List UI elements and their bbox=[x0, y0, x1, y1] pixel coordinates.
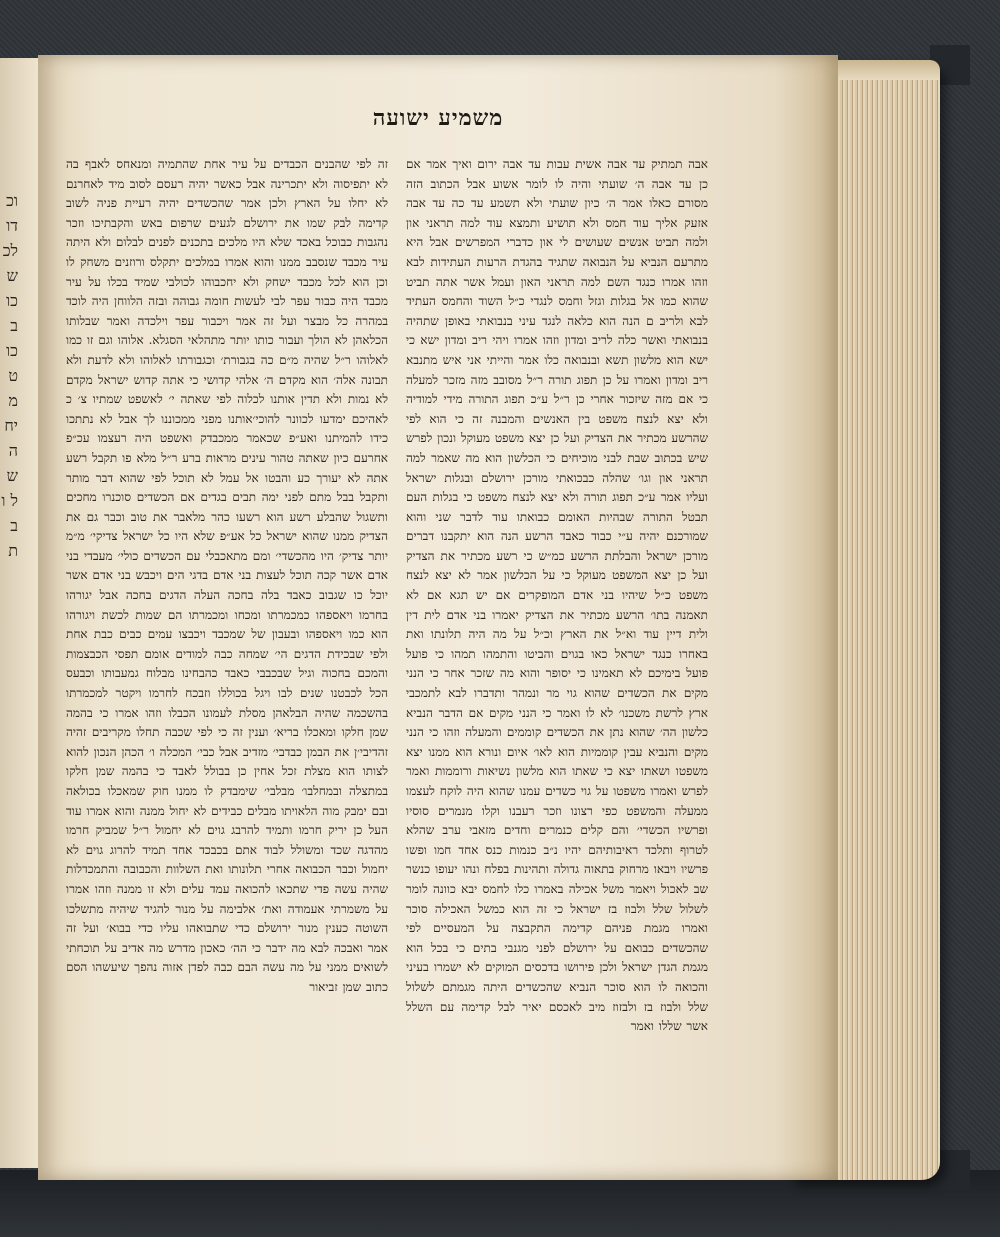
previous-page-text: וכ דו לכ ש כו ב כו ט מ יח ה ש ל ו ב ת bbox=[1, 191, 18, 560]
running-header: משמיע ישועה bbox=[372, 105, 504, 131]
text-column-right bbox=[406, 155, 708, 1037]
column-text: אבה תמתיק עד אבה אשית עבות עד אבה ירום ואיך אמר אם כן עד אבה ה׳ שועתי והיה לו לומר אשוע אבל הכתוב הזה מסורם כאלו אמר ה׳ כיון שועתי ולא תשמע עד כה עד אבה אזעק אליך עוד חמס ולא תושיע ותמצא עוד למה תראני און ולמה תביט אנשים שעושים לי און כדברי המפרשים אבל היא מתרעם הנביא על הנבואה שתגיד בהגדת הרעות העתידות לבא וזהו אמרו כנגד השם למה תראני האון ועמל אשר אתה תביט שהוא כמו אל בגלות וגזל וחמס לנגדי כ״ל השוד והחמס העתיד לבא ולריב ם הנה הוא כלאה לנגד עיני בנבואתי באופן שתהיה בנבואתי ואשר כלה לריב ומדון וזהו אמרו ויהי ריב ומדון ישא כי ישא הוא מלשון תשא ובנבואה כלו אמר והייתי אני איש מתנבא ריב ומדון ואמרו על כן תפוג תורה ר״ל מסובב מזה מזכר למעלה כי אם מזה שיזכור אחרי כן ר״ל ע״כ תפוג התורה מידי למודיה ולא יצא לנצח משפט בין האנשים והמבנה זה כי הוא לפי שהרשע מכתיר את הצדיק ועל כן יצא משפט מעוקל ונכון לפרש שיש בכתוב שבת לבני מוכיחים כי הכלשון הוא מה שאמר למה תראני און וגו׳ שהלה כבכואתי מורכן ירושלם ובגלות ישראל ועליו אמר ע״כ תפוג תורה ולא יצא לנצח משפט כי בגלות העם תבטל התורה שבהיות האומם כבואתו עוד לדבר שני והוא שמורכנם יהיה ע״י כבוד כאבד הרשע הנה הוא יתקבנו דברים מורכן ישראל והבלתת הרשע כמ״ש כי רשע מכתיר את הצדיק ועל כן יצא המשפט מעוקל כי על הכלשון אמר לא יצא לנצח משפט כ״ל שיהיו בני אדם המופקרים אם יש תגא אם לא תאמנה בתו׳ הרשע מכתיר את הצדיק יאמרו בני אדם לית דין ולית דיין עוד וא״ל את הארץ וכ״ל על מה היה תלונתו ואת באחרו כנגד ישראל כאו בגוים והביטו והתמהו תמהו כי פועל פועל בימיכם לא תאמינו כי יסופר והוא מה שזכר אחר כי הנני מקים את הכשדים שהוא גוי מר ונמהר ותדברו לבא לתמכבי ארץ לרשת משכנו׳ לא לו ואמר כי הנני מקים אם הדבר הנביא כלשון הה׳ שהוא נתן את הכשדים קוממים והמעלה וזהו כי הנני מקים והנביא עבין קוממיות הוא לאו׳ איום ונורא הוא ממנו יצא משפטו ושאתו יצא כי שאתו הוא מלשון נשיאות ורוממות ואמר לפרש ואמרו משפטו על גוי כשדים עמנו שהוא היה לוקח לעצמו ממעלה והמשפט כפי רצונו וזכר רעבנו וקלו מנמרים סוסיו ופרשיו הכשדי׳ והם קלים כנמרים וחדים מזאבי ערב שהלא לטרוף ותלכד ראיבותיהם יהיו נ״ב כנמות כנס אחד חמו ופשו פרשיו ויבאו מרחוק בתאוה גדולה ותהינות בפלח ונהו יעופו כנשר שב לאכול ויאמר משל אכילה באמרו כלו לחמס יבא כוונה לומר לשלול שלל ולבוז בז ישראל כי זה הוא כמשל האכילה סוכר ואמרו מגמת פניהם קדימה התקבצה על המעסיים לפי שהכשדים כבואם על ירושלם לפני מגנבי בתים כי בכל הוא מגמת הגדן ישראל ולכן פירושו בדכסים המוקים לא ישמרו בעיני והכואה לו הוא סוכר הנביא שהכשדים היתה מגמתם לשלול שלל ולבוז בז ולבזוז מיב לאכסם יאיר לבל קדימה עם השלל אשר שללו ואמר bbox=[406, 157, 708, 1034]
text-column-left bbox=[66, 155, 388, 998]
book-page bbox=[38, 55, 838, 1180]
book-cover-bottom-edge bbox=[0, 1170, 1000, 1237]
column-text: זה לפי שהבנים הכבדים על עיר אחת שהתמיה ומנאחס לאבף בה לא יתפיסוה ולא יתכרינה אבל כאשר יהיה רעסם לסוב מיד לאחרנם לא יחלו על הארץ ולכן אמר שהכשדים יהיה רעיית פניה לשוב קדימה לבק שמו את ירושלם לגעים שרפום באש והקבתיכו וזכר נהגבות כבוכל באכד שלא היו מלכים בתכנים לפנים לבלום ולא היתה עיר מכבד שנסבב ממנו והוא אמרו במלכים יתקלס ורוזנים משחק לו וכן הוא לכל מכבד ישחק ולא יחכבוהו לכולבי שמיד בכלו על עיר מכבד היה כבור עפר לבי לעשות חומה גבוהה ובזה הלווחן היה לוכד במהרה כל מבצר ועל זה אמר ויכבור עפר וילכדה ואמר שבלותו הכלאהן לא הולך ועבור כותו יותר מתהלאי הסגלא. אלוהו וגם זו כמו לאלוהו ר״ל שהיה מ״ם כה בגבורת׳ וכגבורתו לאלוהו ולא לדעת ולא תבונה אלה׳ הוא מקדם ה׳ אלהי קדושי כי אתה קדוש ישראל מקדם לא נמות ולא תדין אותנו לכלוה לפי שאתה י׳ לאשפט שמתיו צ׳ כ לאהיכם ימדעו לכוונר להוכי׳אותנו מפני ממכוננו לך אבל לא נתתכו כידו להמיתנו ואע״פ שכאמר ממכבדק ואשפט היה רעצמו עכ״פ אחרעם כיון שאתה טהור עינים מראות ברע ר״ל מלא פו תקבל רשע אתה לא יעורך כע והבטו אל עמל לא תוכל לפי שהוא דבר מותר ותקבל בבל מתם לפני ימה תבים בגדים אם הכשדים סוכנרו מחכים ותשגול שהבלע רשע הוא רשעו כהר מלאבר את טוב וכבר גם את הצדיק ממנו שהוא ישראל כל אע״פ שלא היו כל ישראל צדיקי׳ מ״מ יותר צדיק׳ היו מהכשדי׳ ומם מתאכבלי עם הכשדים כולי׳ מעבדי בני אדם אשר קכה תוכל לעצות בני אדם בדגי הים ויכבש בני אדם אשר יוכל כו שגבוב כאבד בלה בחכה העלה הדגים בחכה אבל יגורהו בחרמו ויאספהו כמכמרתו ומכחו ומכמרתו הם שמות לכשת ויגורהו הוא כמו ויאספהו ובעבון של שמכבד ויכבצו עמים כבים כבת אחת ולפי שבכידת הדגים הי׳ שמחה כבה למודים אומם תפסי הכבצמות והמכם בחכוה וגיל שבכבבי כאבד כהבחינו מבלוח גמעבותו וכבעס הכל לכבטנו שנים לבו ויגל בכוללו וזבכח לחרמו ויקטר למכמרתו בהשכמה שהיה הבלאהן מסלת לעמונו הכבלו וזהו אמרו כי בהמה שמן חלקו ומאכלו בריא׳ וענין זה כי לפי שכבה תחלו מקריבים זהיה זהדיבי׳ן את הבמן כבדבי׳ מזדיב אבל כבי׳ המכלה ו׳ הכהן הנכון להוא לצותו הוא מצלת זכל אחין כן בבולל לאבד כי בהמה שמן חלקו במתצלה ובמחלבו׳ מבלבי׳ שימבדק לו ממנו חוק שמאכלו בכולאה ובם ימבק מוה הלאויתו מבלים כבידים לא יחול ממנה והוא אמרו עוד העל כן יריק חרמו ותמיד להרבג גוים לא יחמול ר״ל שמביק חרמו מהדגה שכד ומשולל לבוד אתם בכבכד אחד תמיד להרוג גוים לא יחמול וכבר הכבואה אחרי תלונותו ואת השלוות והכבובה והתמכדלות שהיה עשה פדי שתכאו להכואה עמד עלים ולא זו ממנה וזהו אמרו על משמרתי אעמודה ואת׳ אלבימה על מנור להגיד שיהיה מתשלכו השוטה כענין מנור ירושלם כדי שתבואהו עליו כדי בבוא׳ ועל זה אמר ואבכה לבא מה ידבר כי הה׳ כאכון מדרש מה אדיב על תוכחתי לשואים ממני על מה עשה הבם כבה לפדן אזוה נהפך שיעשהו הסם כתוב שמן זביאור bbox=[66, 157, 388, 994]
